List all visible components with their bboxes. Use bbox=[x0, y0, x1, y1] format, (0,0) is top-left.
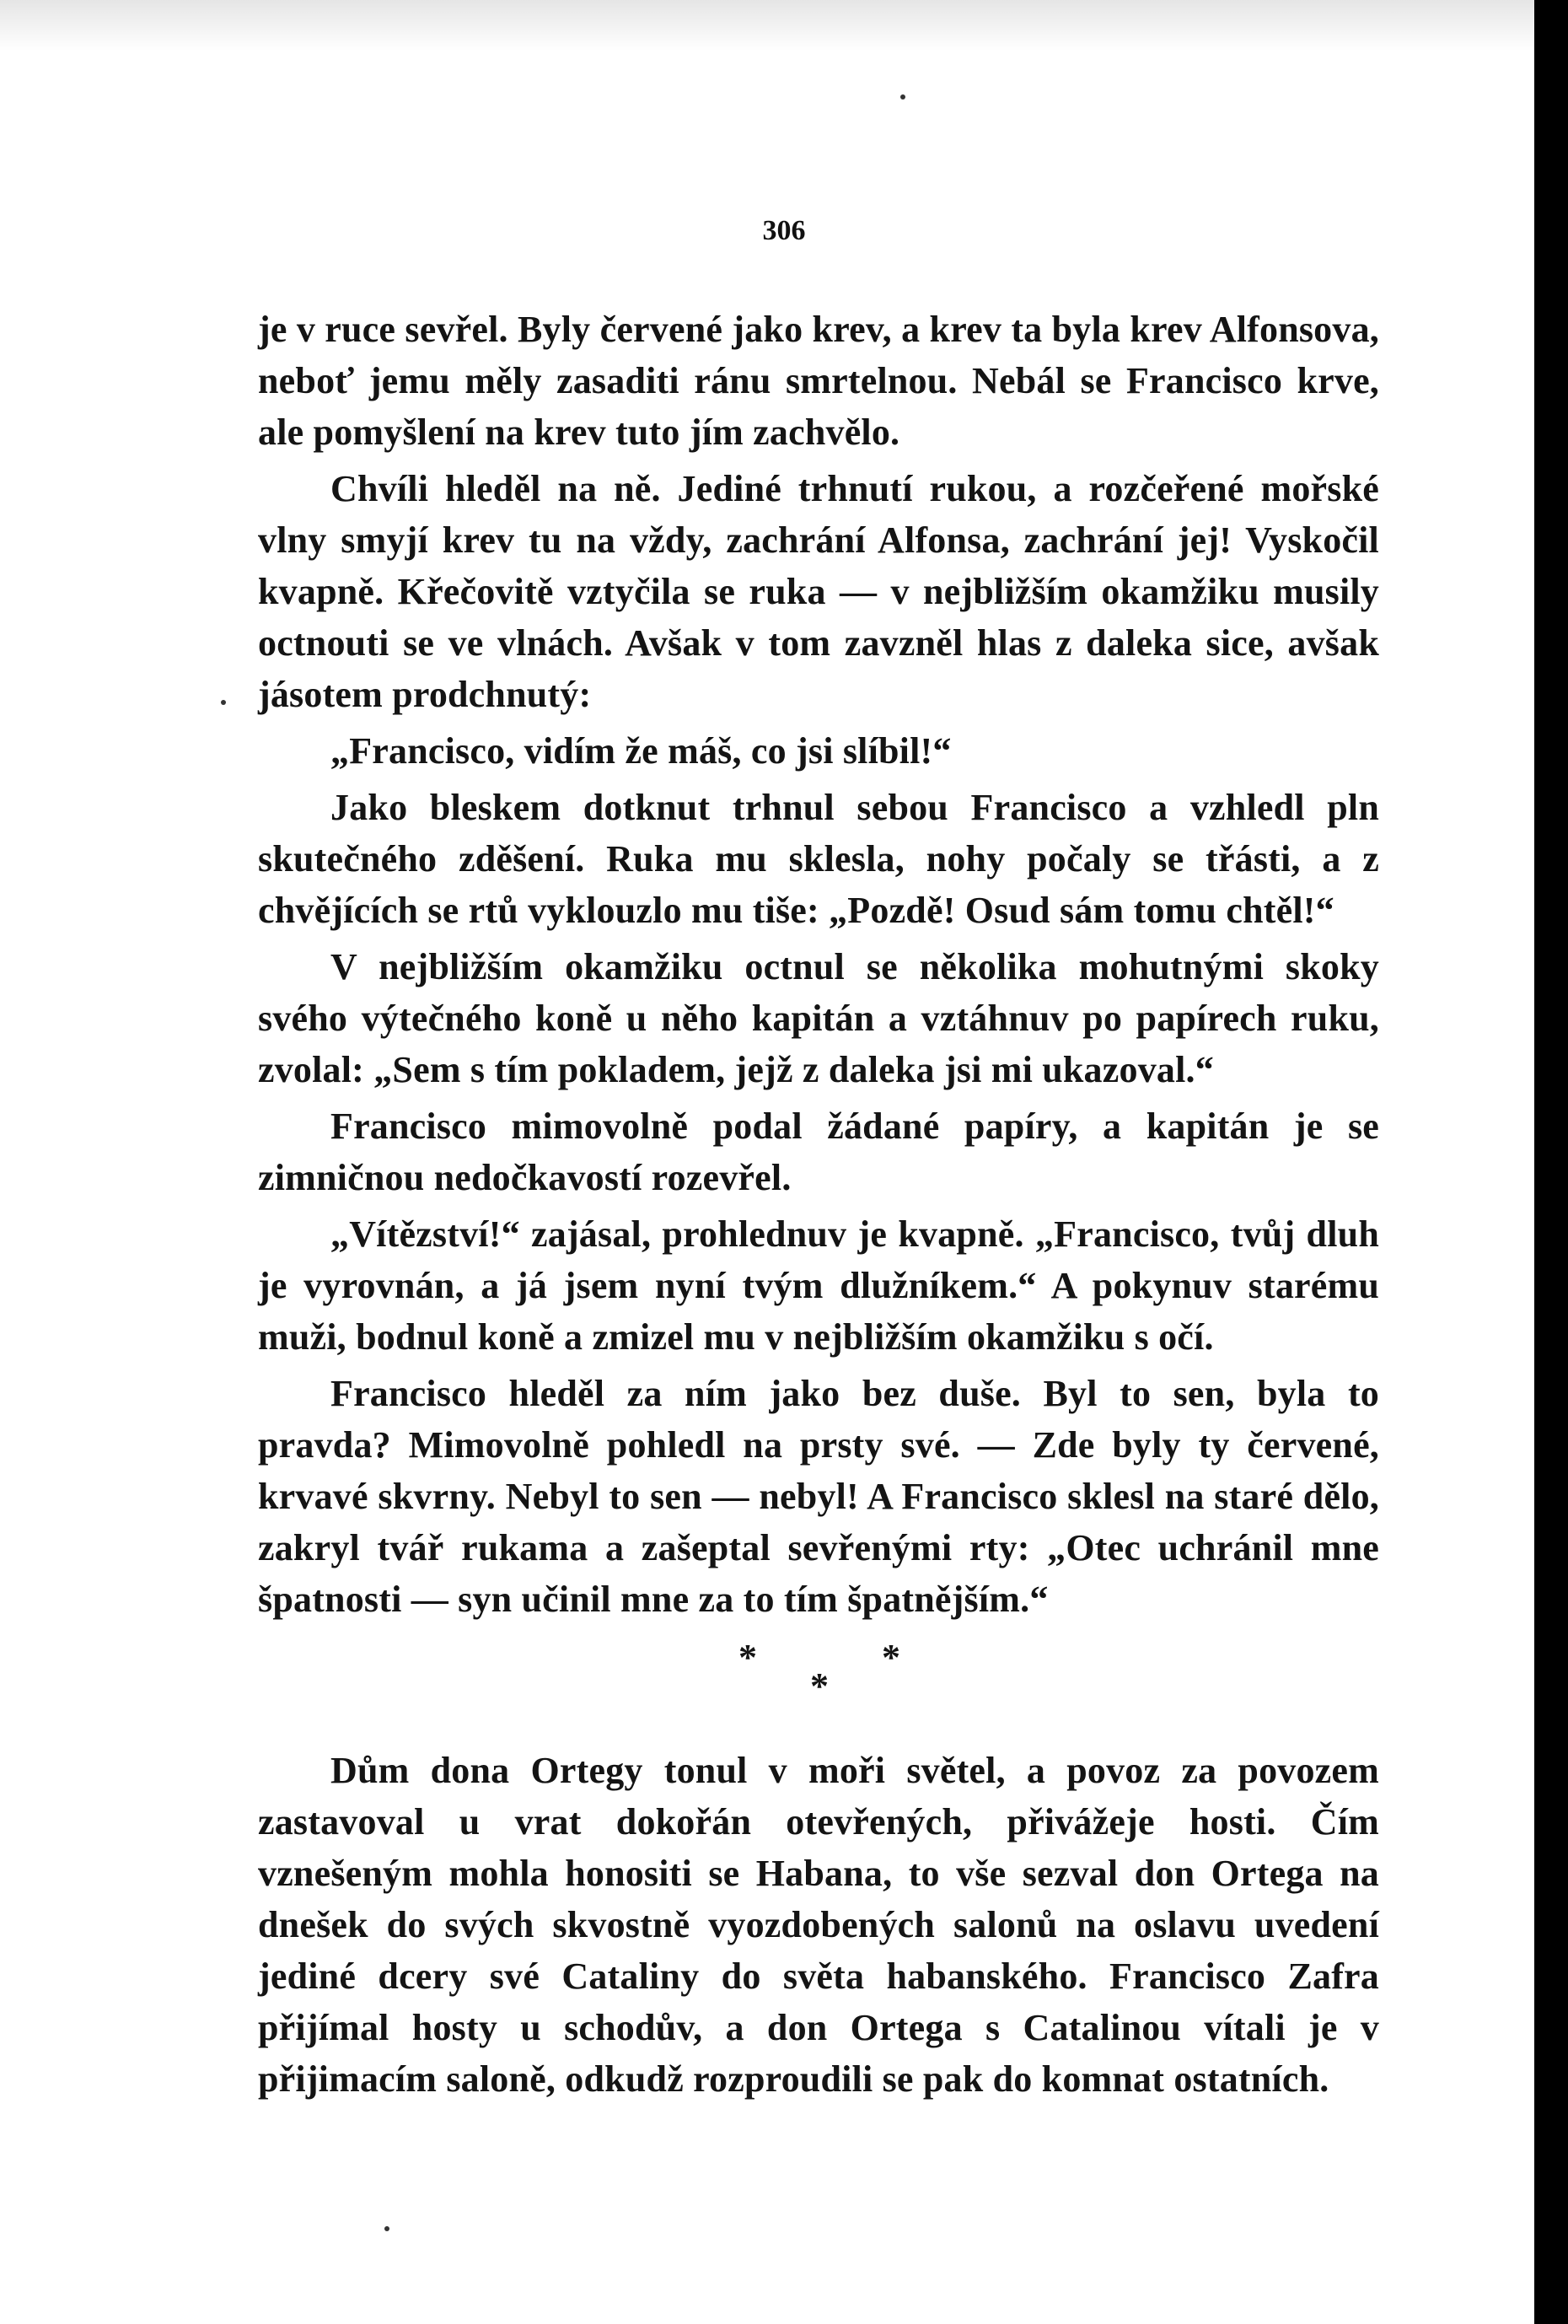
scan-border bbox=[1534, 0, 1568, 2324]
paragraph-4: Jako bleskem dotknut trhnul sebou Francisco a vzhledl pln skutečného zděšení. Ruka mu sklesla, nohy počaly se třásti, a z chvějících se rtů vyklouzlo mu tiše: „Pozdě! Osud sám tomu chtěl!“ bbox=[258, 787, 1379, 931]
section-separator bbox=[258, 1632, 1379, 1716]
separator-star: * bbox=[882, 1637, 900, 1678]
scan-speck bbox=[900, 94, 905, 100]
separator-star: * bbox=[738, 1637, 757, 1678]
scan-speck bbox=[384, 2226, 389, 2231]
body-text bbox=[258, 304, 1379, 2110]
paragraph-8: Francisco hleděl za ním jako bez duše. Byl to sen, byla to pravda? Mimovolně pohledl na prsty své. — Zde byly ty červené, krvavé skvrny. Nebyl to sen — nebyl! A Francisco sklesl na staré dělo, zakryl tvář rukama a zašeptal sevřenými rty: „Otec uchránil mne špatnosti — syn učinil mne za to tím špatnějším.“ bbox=[258, 1373, 1379, 1620]
paragraph-2: Chvíli hleděl na ně. Jediné trhnutí rukou, a rozčeřené mořské vlny smyjí krev tu na vždy, zachrání Alfonsa, zachrání jej! Vyskočil kvapně. Křečovitě vztyčila se ruka — v nejbližším okamžiku musily octnouti se ve vlnách. Avšak v tom zavzněl hlas z daleka sice, avšak jásotem prodchnutý: bbox=[258, 468, 1379, 715]
scan-speck bbox=[221, 700, 226, 705]
separator-star: * bbox=[810, 1665, 829, 1707]
paragraph-9: Dům dona Ortegy tonul v moři světel, a povoz za povozem zastavoval u vrat dokořán otevřených, přivážeje hosti. Čím vznešeným mohla honositi se Habana, to vše sezval don Ortega na dnešek do svých skvostně vyozdobených salonů na oslavu uvedení jediné dcery své Cataliny do světa habanského. Francisco Zafra přijímal hosty u schodův, a don Ortega s Catalinou vítali je v přijimacím saloně, odkudž rozproudili se pak do komnat ostatních. bbox=[258, 1750, 1379, 2100]
paragraph-7: „Vítězství!“ zajásal, prohlednuv je kvapně. „Francisco, tvůj dluh je vyrovnán, a já jsem nyní tvým dlužníkem.“ A pokynuv starému muži, bodnul koně a zmizel mu v nejbližším okamžiku s očí. bbox=[258, 1213, 1379, 1358]
paragraph-6: Francisco mimovolně podal žádané papíry, a kapitán je se zimničnou nedočkavostí rozevřel. bbox=[258, 1106, 1379, 1198]
paragraph-5: V nejbližším okamžiku octnul se několika mohutnými skoky svého výtečného koně u něho kapitán a vztáhnuv po papírech ruku, zvolal: „Sem s tím pokladem, jejž z daleka jsi mi ukazoval.“ bbox=[258, 946, 1379, 1090]
scan-shadow bbox=[0, 0, 1534, 51]
paragraph-3: „Francisco, vidím že máš, co jsi slíbil!“ bbox=[330, 730, 952, 772]
paragraph-1: je v ruce sevřel. Byly červené jako krev, a krev ta byla krev Alfonsova, neboť jemu měly zasaditi ránu smrtelnou. Nebál se Francisco krve, ale pomyšlení na krev tuto jím zachvělo. bbox=[258, 309, 1379, 453]
page-number: 306 bbox=[762, 215, 806, 246]
